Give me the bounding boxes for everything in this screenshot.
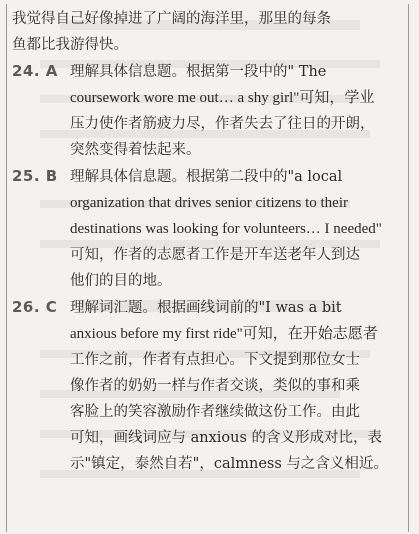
answer-number: 25. B [12,167,58,185]
explanation-line: organization that drives senior citizens to their [70,195,348,211]
explanation-line: 理解词汇题。根据画线词前的"I was a bit [70,300,342,316]
intro-line: 鱼都比我游得快。 [12,37,128,53]
answer-explanations [12,6,407,477]
explanation-line: 可知，画线词应与 anxious 的含义形成对比，表 [70,430,383,446]
explanation-line: destinations was looking for volunteers… I needed" [70,221,382,237]
answer-item-25 [12,163,407,294]
explanation-line: 工作之前，作者有点担心。下文提到那位女士 [70,352,360,368]
explanation-line: anxious before my first ride"可知，在开始志愿者 [70,326,378,342]
answer-item-26 [12,294,407,477]
answer-number: 26. C [12,298,58,316]
explanation-line: 突然变得着怯起来。 [70,142,201,158]
intro-line: 我觉得自己好像掉进了广阔的海洋里，那里的每条 [12,11,331,27]
explanation-line: 示"镇定，泰然自若"，calmness 与之含义相近。 [70,456,388,472]
explanation-line: 压力使作者筋疲力尽，作者失去了往日的开朗， [70,116,375,132]
explanation-line: 理解具体信息题。根据第一段中的" The [70,64,327,80]
explanation-line: 像作者的奶奶一样与作者交谈，类似的事和乘 [70,378,360,394]
explanation-line: 理解具体信息题。根据第二段中的"a local [70,169,343,185]
answer-number: 24. A [12,62,58,80]
intro-paragraph [12,6,407,58]
explanation-line: 客脸上的笑容激励作者继续做这份工作。由此 [70,404,360,420]
explanation-line: coursework wore me out… a shy girl"可知，学业 [70,90,375,106]
answer-item-24 [12,58,407,163]
explanation-line: 他们的目的地。 [70,273,172,289]
explanation-line: 可知，作者的志愿者工作是开车送老年人到达 [70,247,360,263]
